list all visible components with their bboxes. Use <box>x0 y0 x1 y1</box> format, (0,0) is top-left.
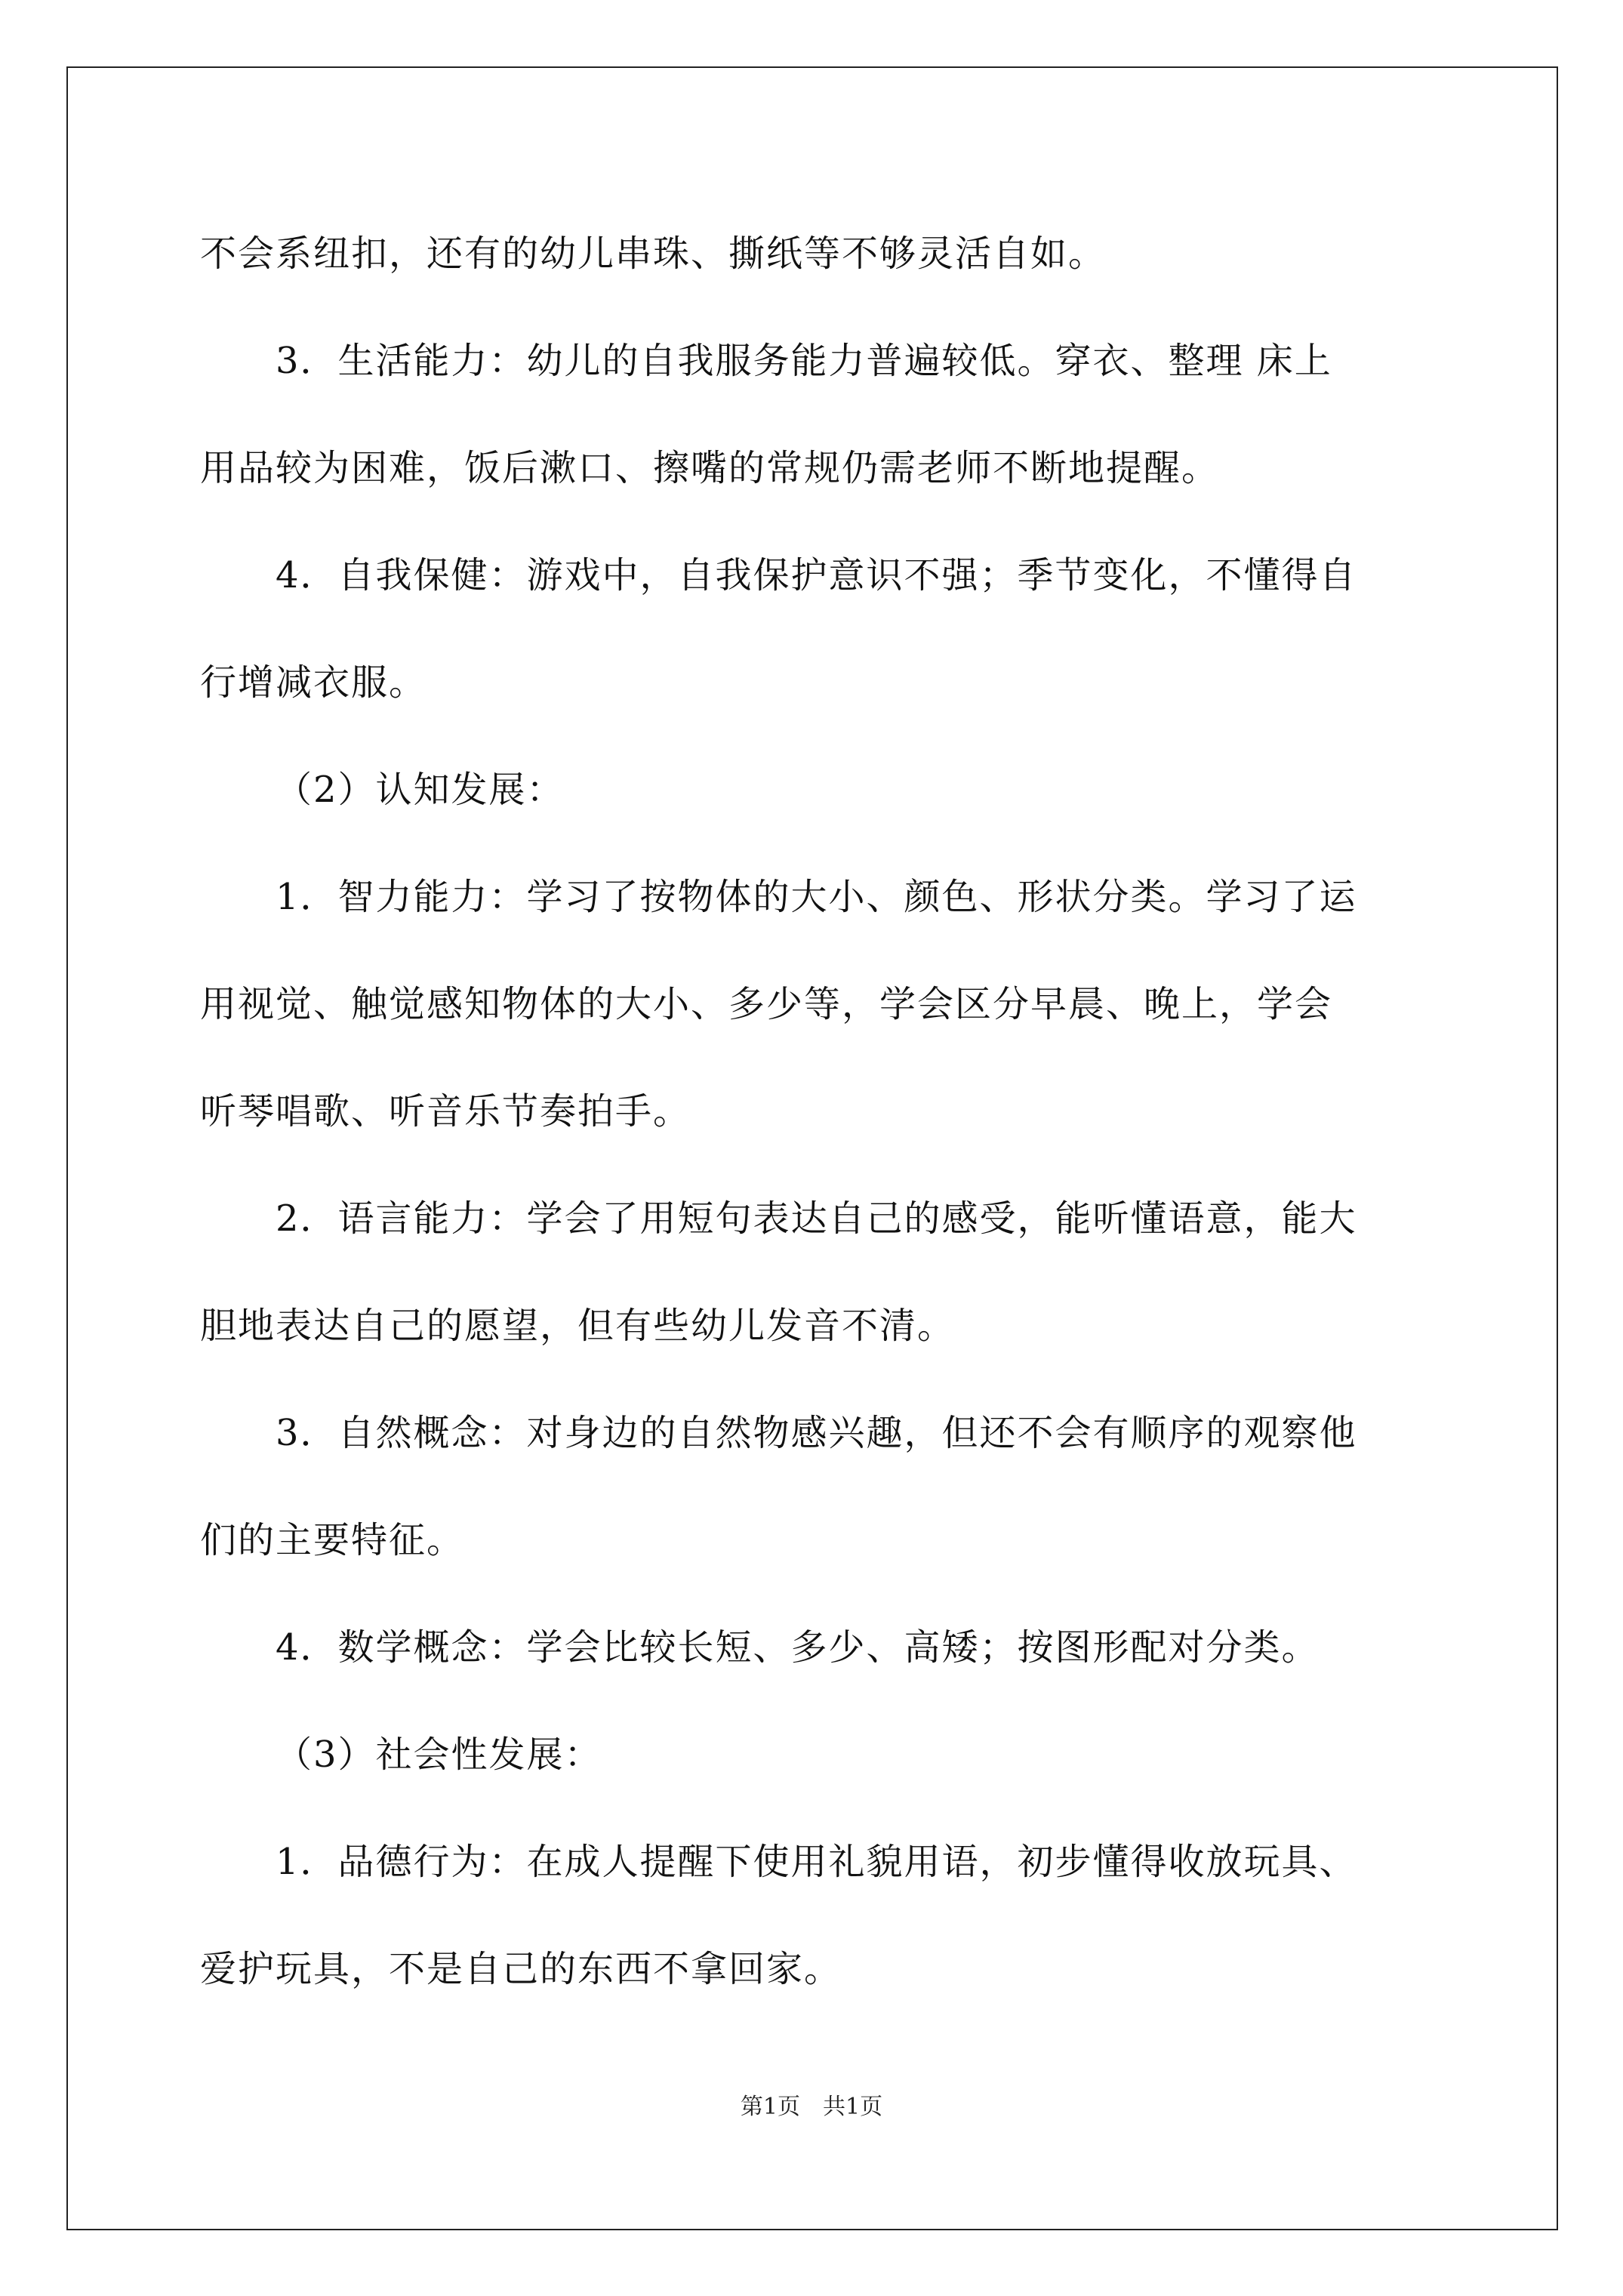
body-text-line: 爱护玩具，不是自己的东西不拿回家。 <box>200 1948 842 1990</box>
body-text-line: 行增减衣服。 <box>200 661 427 704</box>
body-text-line: 3．生活能力：幼儿的自我服务能力普遍较低。穿衣、整理 床上 <box>276 340 1332 382</box>
body-text-line: 4．数学概念：学会比较长短、多少、高矮；按图形配对分类。 <box>276 1626 1320 1669</box>
body-text-line: 用视觉、触觉感知物体的大小、多少等，学会区分早晨、晚上，学会 <box>200 983 1333 1025</box>
body-text-line: 用品较为困难，饭后漱口、擦嘴的常规仍需老师不断地提醒。 <box>200 447 1220 489</box>
body-text-line: 们的主要特征。 <box>200 1519 465 1561</box>
body-text-line: 1．品德行为：在成人提醒下使用礼貌用语，初步懂得收放玩具、 <box>276 1841 1357 1883</box>
body-text-line: 3．自然概念：对身边的自然物感兴趣，但还不会有顺序的观察他 <box>276 1412 1357 1454</box>
body-text-line: 听琴唱歌、听音乐节奏拍手。 <box>200 1090 691 1133</box>
body-text-line: 不会系纽扣，还有的幼儿串珠、撕纸等不够灵活自如。 <box>200 233 1107 275</box>
page-number-footer: 第1页 共1页 <box>740 2094 883 2120</box>
section-heading: （3）社会性发展： <box>276 1734 602 1776</box>
page-border <box>66 66 1558 2230</box>
body-text-line: 1．智力能力：学习了按物体的大小、颜色、形状分类。学习了运 <box>276 876 1357 918</box>
section-heading: （2）认知发展： <box>276 769 565 811</box>
body-text-line: 4．自我保健：游戏中，自我保护意识不强；季节变化，不懂得自 <box>276 554 1357 596</box>
body-text-line: 胆地表达自己的愿望，但有些幼儿发音不清。 <box>200 1305 956 1347</box>
body-text-line: 2．语言能力：学会了用短句表达自己的感受，能听懂语意，能大 <box>276 1197 1357 1240</box>
